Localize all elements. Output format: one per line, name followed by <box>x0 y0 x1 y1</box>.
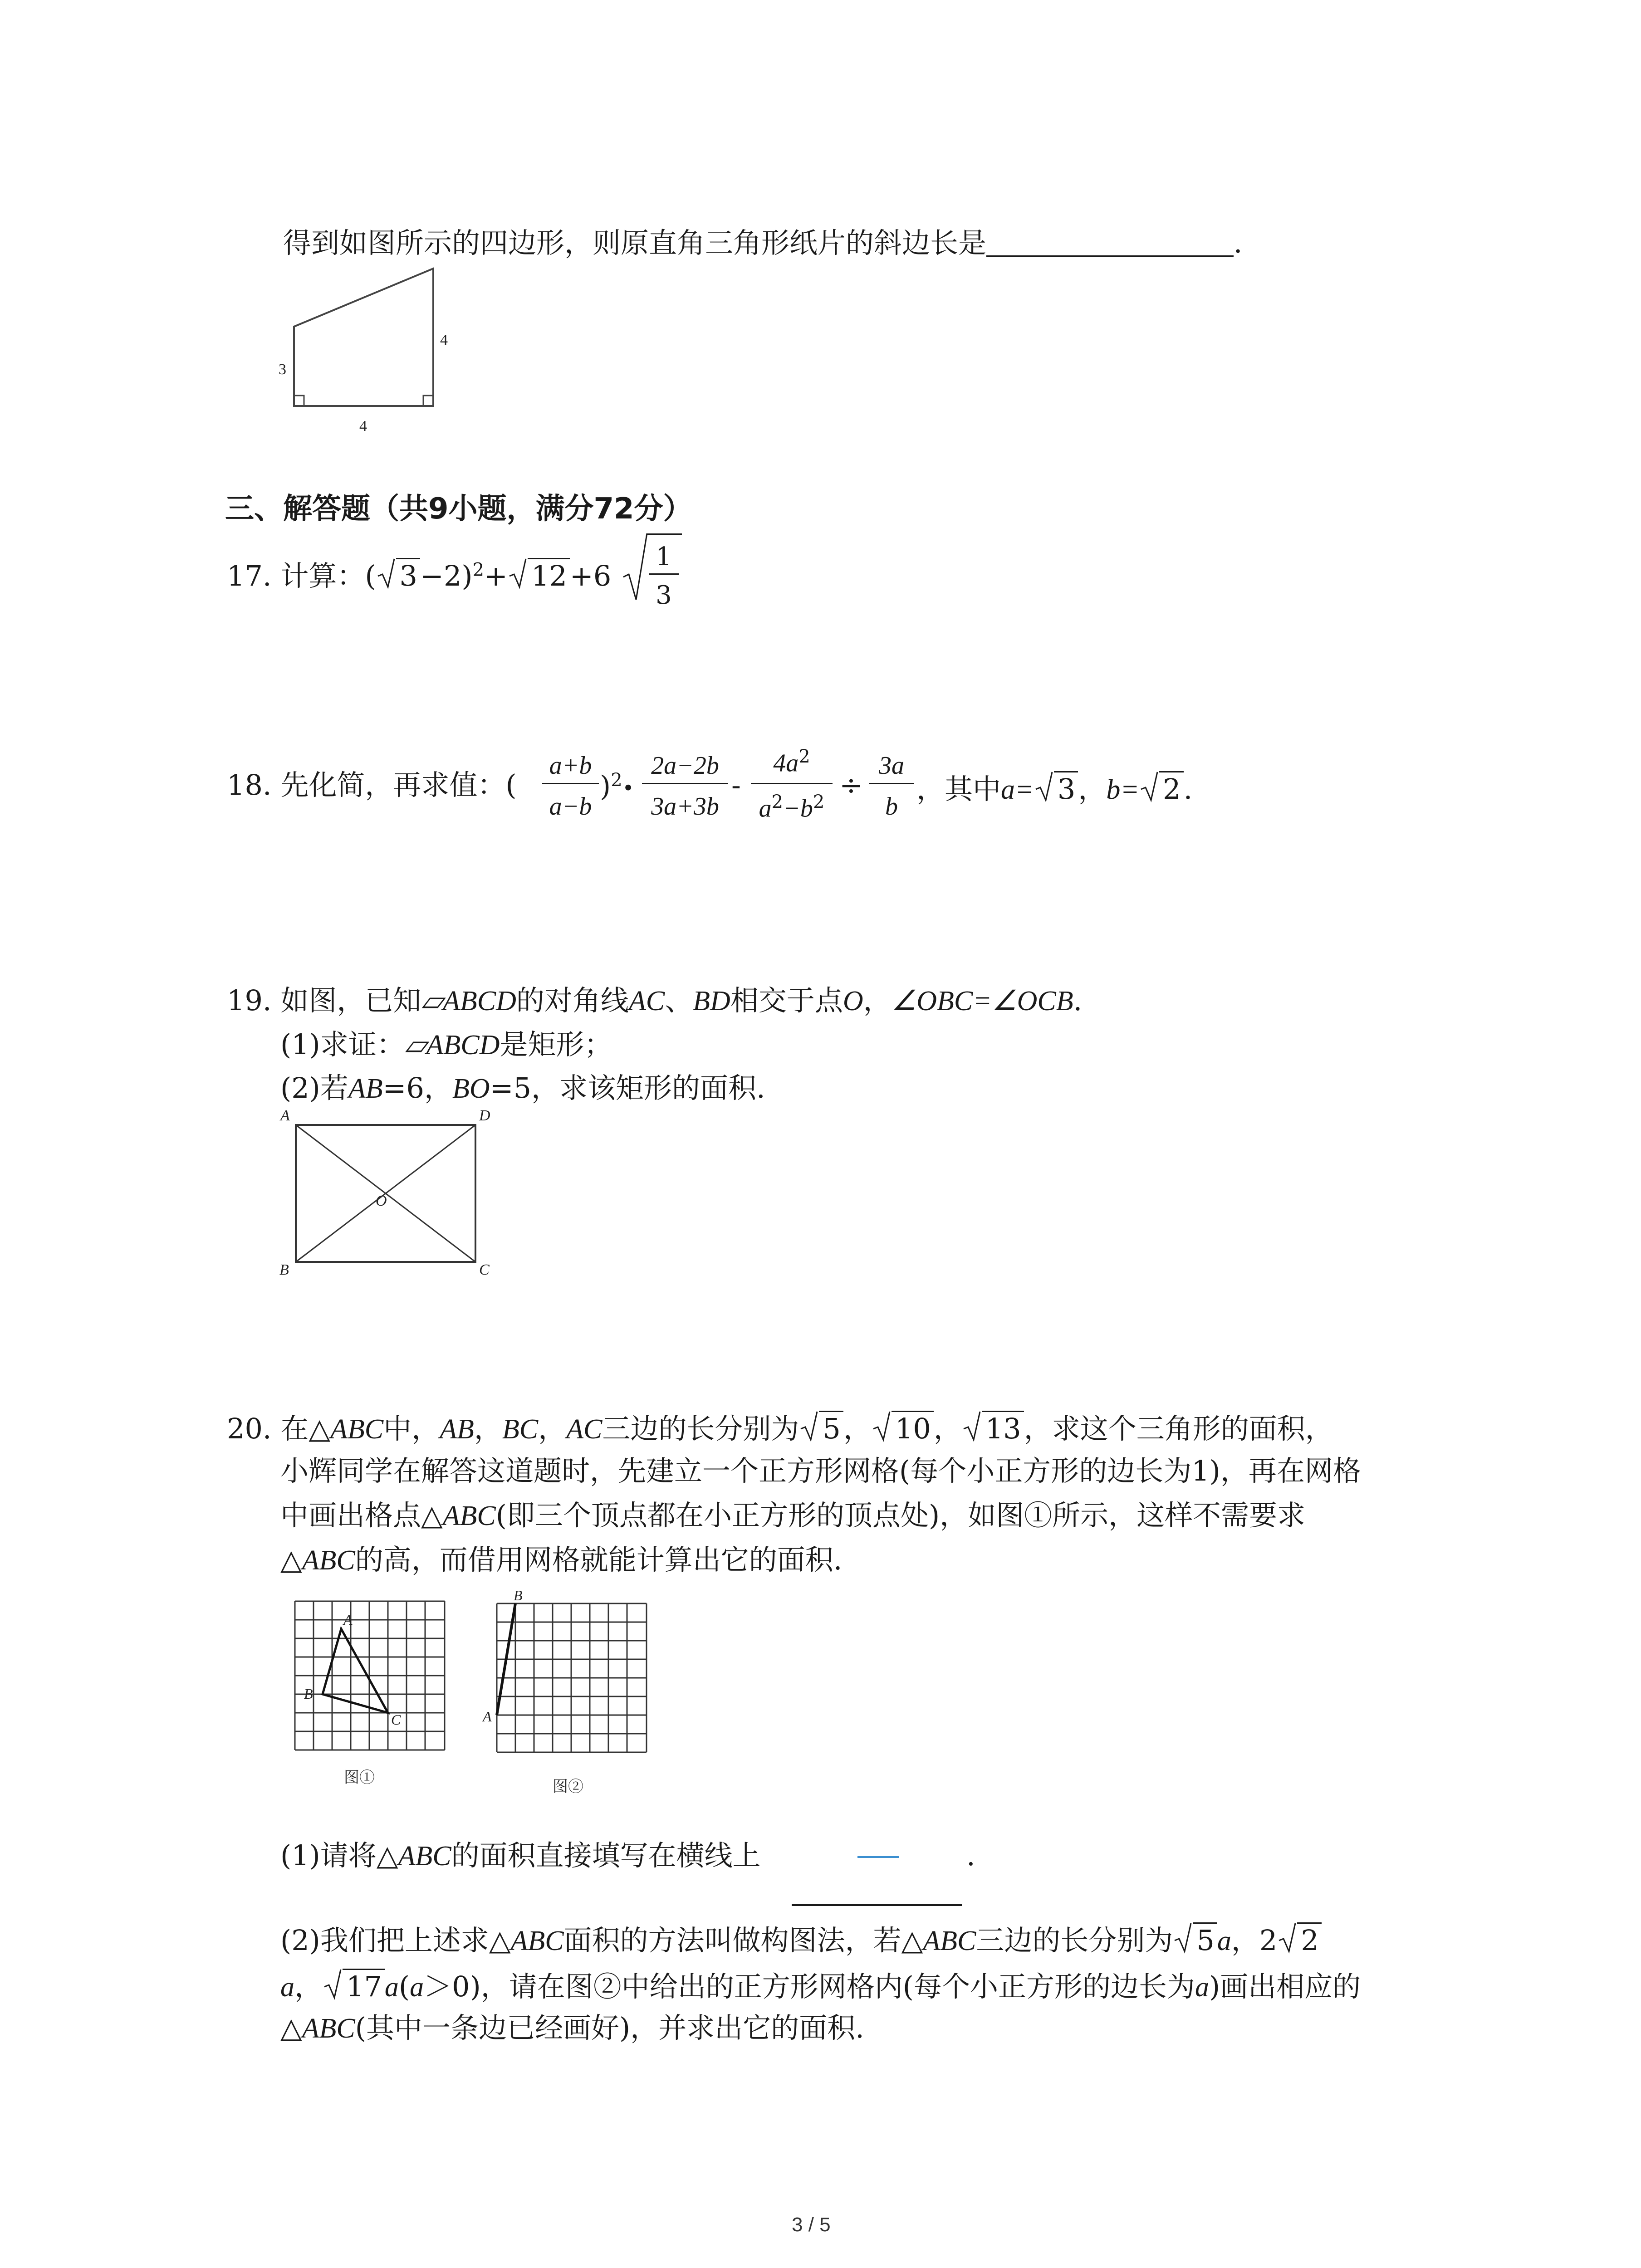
q18-number: 18. <box>227 768 272 802</box>
q17-plus-six: +6 <box>569 559 612 592</box>
q19-comma: ， <box>863 984 892 1017</box>
q18-f1-den: a−b <box>549 792 592 821</box>
q18-radicand-3: 3 <box>1054 771 1078 803</box>
q17-radicand-3: 3 <box>396 558 420 590</box>
q17-number: 17. <box>227 559 272 592</box>
q20-l1-bc: BC <box>502 1414 539 1445</box>
q18-period: . <box>1183 772 1193 806</box>
q20-l3-c: (即三个顶点都在小正方形的顶点处)，如图①所示，这样不需要求 <box>495 1499 1306 1532</box>
q19-p2-ab: AB <box>348 1073 383 1104</box>
q20-radicand-5: 5 <box>819 1411 843 1443</box>
q20-sqrt-13 <box>962 1411 1024 1443</box>
q16-answer-blank[interactable] <box>986 232 1234 257</box>
q17-plus: + <box>484 559 508 592</box>
q18-square: 2 <box>611 770 622 791</box>
q19-ac: AC <box>628 986 665 1017</box>
q19-period: . <box>1073 984 1083 1017</box>
q20-l4-abc: ABC <box>302 1545 355 1576</box>
question-19 <box>227 984 1083 1017</box>
q18-divide: ÷ <box>839 768 863 802</box>
q20-l4-c: 的高，而借用网格就能计算出它的面积. <box>355 1543 843 1576</box>
fig2-caption: 图② <box>553 1778 583 1795</box>
q20-s2-f: ，2 <box>1231 1924 1278 1957</box>
q20-s3-h: )画出相应的 <box>1209 1970 1361 2003</box>
fig-side-label-left: 3 <box>279 361 286 378</box>
q18-condition <box>916 771 1192 804</box>
q18-f2-bar <box>642 783 728 784</box>
q20-s2-radicand-2: 2 <box>1297 1922 1321 1955</box>
q19-p1-a: (1)求证： <box>280 1028 405 1061</box>
quadrilateral-shape <box>294 269 433 406</box>
q20-answer-blank[interactable] <box>792 1904 962 1906</box>
q19-abcd: ▱ABCD <box>421 986 516 1017</box>
q17-frac-num: 1 <box>656 542 672 572</box>
q20-s3-radicand-17: 17 <box>343 1969 385 2001</box>
q19-text-a: 如图，已知 <box>280 984 421 1017</box>
q20-part2-line1 <box>280 1922 1322 1955</box>
q18-f4-den: b <box>885 792 898 821</box>
q20-figure-2-grid <box>481 1588 653 1814</box>
q20-s3-b: ， <box>294 1970 323 2003</box>
q20-s3-c: a <box>384 1972 399 2003</box>
q20-figure-1-grid <box>290 1597 454 1814</box>
q19-p1-abcd: ▱ABCD <box>404 1030 500 1061</box>
q20-l1-sep1: ， <box>474 1412 502 1445</box>
q20-comma-1: ， <box>843 1412 872 1445</box>
q16-continuation <box>283 226 1262 259</box>
fig1-label-b: B <box>304 1686 313 1702</box>
question-20-line2: 小辉同学在解答这道题时，先建立一个正方形网格(每个小正方形的边长为1)，再在网格 <box>280 1454 1361 1487</box>
q18-f3-num: $4a^2$ <box>773 746 810 777</box>
q18-f1-num: a+b <box>549 752 592 780</box>
q19-o: O <box>843 986 863 1017</box>
label-b: B <box>279 1261 289 1275</box>
q18-f4-num: 3a <box>879 752 904 780</box>
q20-l4-a: △ <box>280 1543 302 1576</box>
question-17 <box>227 558 611 590</box>
q18-radicand-2: 2 <box>1159 771 1183 803</box>
q18-minus: - <box>731 768 741 802</box>
q20-radicand-13: 13 <box>982 1411 1024 1443</box>
q17-label: 计算： <box>280 559 365 592</box>
q18-b-eq: b= <box>1106 774 1140 805</box>
right-angle-mark-right <box>423 396 433 406</box>
q19-rectangle-figure <box>272 1107 508 1275</box>
q20-l1-j: ，求这个三角形的面积， <box>1024 1412 1333 1445</box>
grid-2-lines <box>497 1603 647 1752</box>
q19-part2 <box>280 1071 765 1105</box>
q18-f2-den: 3a+3b <box>651 792 719 821</box>
q20-l1-c: 中， <box>383 1412 440 1445</box>
label-o: O <box>376 1193 387 1209</box>
q18-dot: • <box>622 777 634 800</box>
q20-sqrt-10 <box>872 1411 934 1443</box>
q20-part2-line2 <box>280 1969 1361 2001</box>
q20-radicand-10: 10 <box>892 1411 934 1443</box>
q19-text-g: 相交于点 <box>730 984 843 1017</box>
q20-part2-line3 <box>280 2011 864 2044</box>
q19-part1 <box>280 1028 612 1061</box>
q20-number: 20. <box>227 1412 272 1445</box>
q19-p1-c: 是矩形； <box>500 1028 612 1061</box>
q20-s1-c: 的面积直接填写在横线上 <box>451 1839 761 1872</box>
q18-f3-bar <box>751 783 833 784</box>
q20-l1-sep2: ， <box>538 1412 567 1445</box>
q16-text: 得到如图所示的四边形，则原直角三角形纸片的斜边长是 <box>283 226 987 259</box>
q20-s2-abc: ABC <box>510 1926 564 1956</box>
q20-s2-sqrt-2 <box>1277 1922 1321 1955</box>
right-angle-mark-left <box>294 396 304 406</box>
q17-sqrt-3 <box>376 558 420 590</box>
q20-s1-period: . <box>966 1839 975 1872</box>
q18-paren-close: )$^2$• <box>600 769 634 803</box>
q20-s2-a: (2)我们把上述求△ <box>280 1924 511 1957</box>
q17-paren: ( <box>365 559 376 592</box>
q19-text-c: 的对角线 <box>516 984 629 1017</box>
q20-s3-e: a <box>410 1972 424 2003</box>
q20-l1-a: 在△ <box>280 1412 331 1445</box>
q20-l3-a: 中画出格点△ <box>280 1499 443 1532</box>
q20-l1-abc: ABC <box>330 1414 384 1445</box>
q20-s2-abc-2: ABC <box>923 1926 976 1956</box>
q18-comma: ， <box>1078 772 1107 806</box>
q20-l1-i: 三边的长分别为 <box>602 1412 799 1445</box>
fig1-caption: 图① <box>344 1769 375 1786</box>
q20-s3-g: a <box>1195 1972 1209 2003</box>
q18-f4-bar <box>869 783 914 784</box>
q19-p2-bo: BO <box>452 1073 490 1104</box>
q17-exponent: 2 <box>472 559 485 581</box>
q16-period: ． <box>1234 226 1262 259</box>
q20-l1-ab: AB <box>440 1414 474 1445</box>
q20-s2-e: 三边的长分别为 <box>976 1924 1173 1957</box>
q18-cond-text: ，其中 <box>916 772 1001 806</box>
label-d: D <box>479 1107 490 1124</box>
page-number: 3 / 5 <box>792 2214 831 2236</box>
fig-side-label-bottom: 4 <box>359 418 367 435</box>
q20-s3-a: a <box>280 1972 294 2003</box>
q20-comma-2: ， <box>933 1412 962 1445</box>
q20-s2-c: 面积的方法叫做构图法，若△ <box>563 1924 923 1957</box>
question-20-line3 <box>280 1501 1305 1530</box>
q17-frac-bar <box>649 573 679 575</box>
q20-s2-radicand-5: 5 <box>1193 1922 1217 1955</box>
q17-frac-den: 3 <box>656 581 672 610</box>
q19-p2-e: =5，求该矩形的面积. <box>490 1071 765 1105</box>
q17-radical-bar <box>647 533 682 535</box>
question-20-line1 <box>227 1411 1333 1443</box>
q18-f2-num: 2a−2b <box>651 752 719 780</box>
q17-minus-two: −2) <box>420 559 473 592</box>
q20-s3-sqrt-17 <box>323 1969 385 2001</box>
q19-p2-a: (2)若 <box>280 1071 348 1105</box>
fig2-label-b: B <box>514 1588 523 1603</box>
fig1-label-c: C <box>391 1711 401 1728</box>
q20-s1-a: (1)请将△ <box>280 1839 398 1872</box>
label-c: C <box>479 1261 490 1275</box>
q20-s2-a-var: a <box>1217 1926 1231 1956</box>
q20-s2-sqrt-5 <box>1173 1922 1217 1955</box>
q20-s3-d: ( <box>398 1970 410 2003</box>
q18-f3-den: $a^2-b^2$ <box>759 792 825 823</box>
q20-l3-abc: ABC <box>442 1501 496 1531</box>
q18-a-eq: a= <box>1001 774 1034 805</box>
q20-sqrt-5 <box>799 1411 843 1443</box>
q20-s4-abc: ABC <box>302 2013 355 2044</box>
q20-part1 <box>280 1839 761 1872</box>
fig-side-label-right: 4 <box>440 332 448 348</box>
q20-s3-f: ＞0)，请在图②中给出的正方形网格内(每个小正方形的边长为 <box>424 1970 1195 2003</box>
q17-radicand-12: 12 <box>528 558 570 590</box>
q17-big-radical-sign <box>622 532 649 604</box>
q20-s4-c: (其中一条边已经画好)，并求出它的面积. <box>355 2011 864 2044</box>
q19-bd: BD <box>693 986 730 1017</box>
q20-l1-ac: AC <box>566 1414 603 1445</box>
q18-sqrt-2 <box>1139 771 1183 806</box>
q19-number: 19. <box>227 984 272 1017</box>
q20-answer-input[interactable] <box>857 1856 899 1858</box>
q19-sep: 、 <box>665 984 693 1017</box>
q18-sqrt-3 <box>1034 771 1078 806</box>
section-heading: 三、解答题（共9小题，满分72分） <box>225 492 692 526</box>
fig1-label-a: A <box>343 1612 353 1628</box>
q20-s1-abc: ABC <box>398 1841 451 1872</box>
question-20-line4 <box>280 1543 843 1576</box>
label-a: A <box>280 1107 290 1124</box>
fig2-label-a: A <box>483 1708 492 1725</box>
question-18-prefix <box>227 768 517 802</box>
q18-label: 先化简，再求值：( <box>280 768 517 802</box>
q20-s4-a: △ <box>280 2011 302 2044</box>
q19-p2-c: =6， <box>382 1071 452 1105</box>
q18-f1-bar <box>542 783 599 784</box>
grid-1-lines <box>295 1601 445 1750</box>
q19-angle-eq: ∠OBC=∠OCB <box>891 986 1073 1017</box>
q16-quadrilateral-figure <box>272 259 463 449</box>
q17-sqrt-12 <box>508 558 570 590</box>
